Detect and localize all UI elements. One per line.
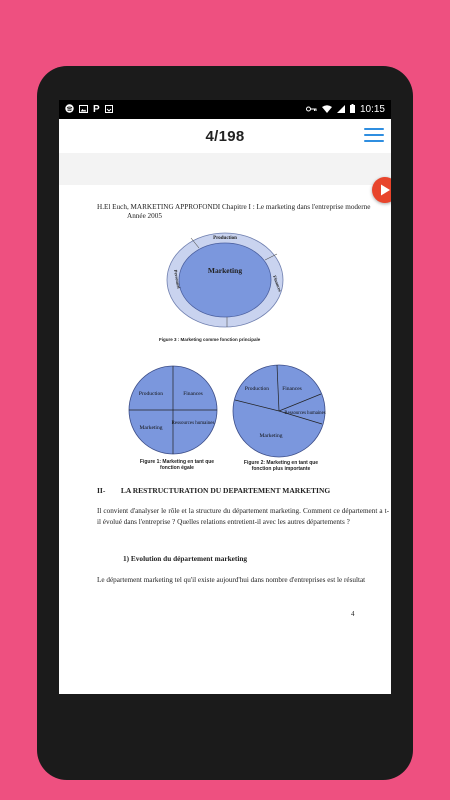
- figure3-diagram: [165, 230, 285, 330]
- fig1-segment-label: Finances: [183, 391, 203, 397]
- status-bar: [59, 100, 391, 119]
- play-icon: [378, 183, 391, 197]
- figure1-caption-line: fonction égale: [160, 465, 194, 471]
- figure1-caption-line: Figure 1: Marketing en tant que: [139, 459, 215, 465]
- figure2-caption: [231, 460, 331, 472]
- signal-icon: [337, 105, 345, 115]
- status-time: 10:15: [359, 104, 385, 115]
- play-button[interactable]: [372, 177, 391, 203]
- parking-icon: P: [93, 103, 100, 115]
- fig3-ring-label: Personnel: [173, 269, 182, 289]
- fig1-segment-label: Production: [138, 391, 164, 397]
- key-icon: [306, 105, 317, 114]
- fig2-segment-label: Ressources humaines: [284, 411, 326, 416]
- fig2-segment-label: Marketing: [259, 433, 283, 439]
- section-number: II-: [97, 486, 106, 495]
- wifi-icon: [322, 105, 332, 115]
- figure1-pie: [123, 365, 223, 455]
- paragraph: Il convient d'analyser le rôle et la structure du département marketing. Comment ce département a t-il évolué dans l'entreprise ? Quelles relations entretient-il avec les autres départements ?: [97, 507, 389, 526]
- header-year: Année 2005: [127, 212, 162, 220]
- page-number: 4: [351, 610, 355, 618]
- spotify-icon: [65, 104, 74, 115]
- paragraph: Le département marketing tel qu'il existe aujourd'hui dans nombre d'entreprises est le résultat: [97, 576, 366, 584]
- fig3-ring-label: Production: [213, 236, 237, 241]
- page-indicator: 4/198: [205, 127, 245, 145]
- figure2-caption-line: Figure 2: Marketing en tant que: [243, 460, 319, 466]
- screen: [59, 100, 391, 694]
- image-icon: [79, 105, 88, 115]
- figure1-caption: [127, 459, 227, 471]
- fig2-segment-label: Production: [244, 386, 270, 392]
- fig2-segment-label: Finances: [282, 386, 302, 392]
- figure2-caption-line: fonction plus importante: [251, 466, 311, 472]
- subsection-heading: 1) Evolution du département marketing: [123, 554, 248, 563]
- figure3-caption: Figure 3 : Marketing comme fonction principale: [159, 337, 261, 342]
- fig1-segment-label: Marketing: [139, 425, 163, 431]
- header-author: H.El Euch, MARKETING APPROFONDI: [97, 203, 221, 211]
- battery-icon: [350, 104, 355, 115]
- figure2-pie: [229, 364, 329, 459]
- section-heading: [97, 486, 330, 495]
- app-bar: [59, 119, 391, 153]
- download-icon: [105, 105, 113, 115]
- hamburger-menu-icon[interactable]: [364, 126, 384, 144]
- fig3-ring-label: Finances: [272, 274, 283, 293]
- fig3-center-label: Marketing: [207, 266, 243, 275]
- fig1-segment-label: Ressources humaines: [171, 421, 215, 426]
- header-chapter: Chapitre I : Le marketing dans l'entreprise moderne: [222, 203, 371, 211]
- section-title: LA RESTRUCTURATION DU DEPARTEMENT MARKETING: [120, 486, 331, 495]
